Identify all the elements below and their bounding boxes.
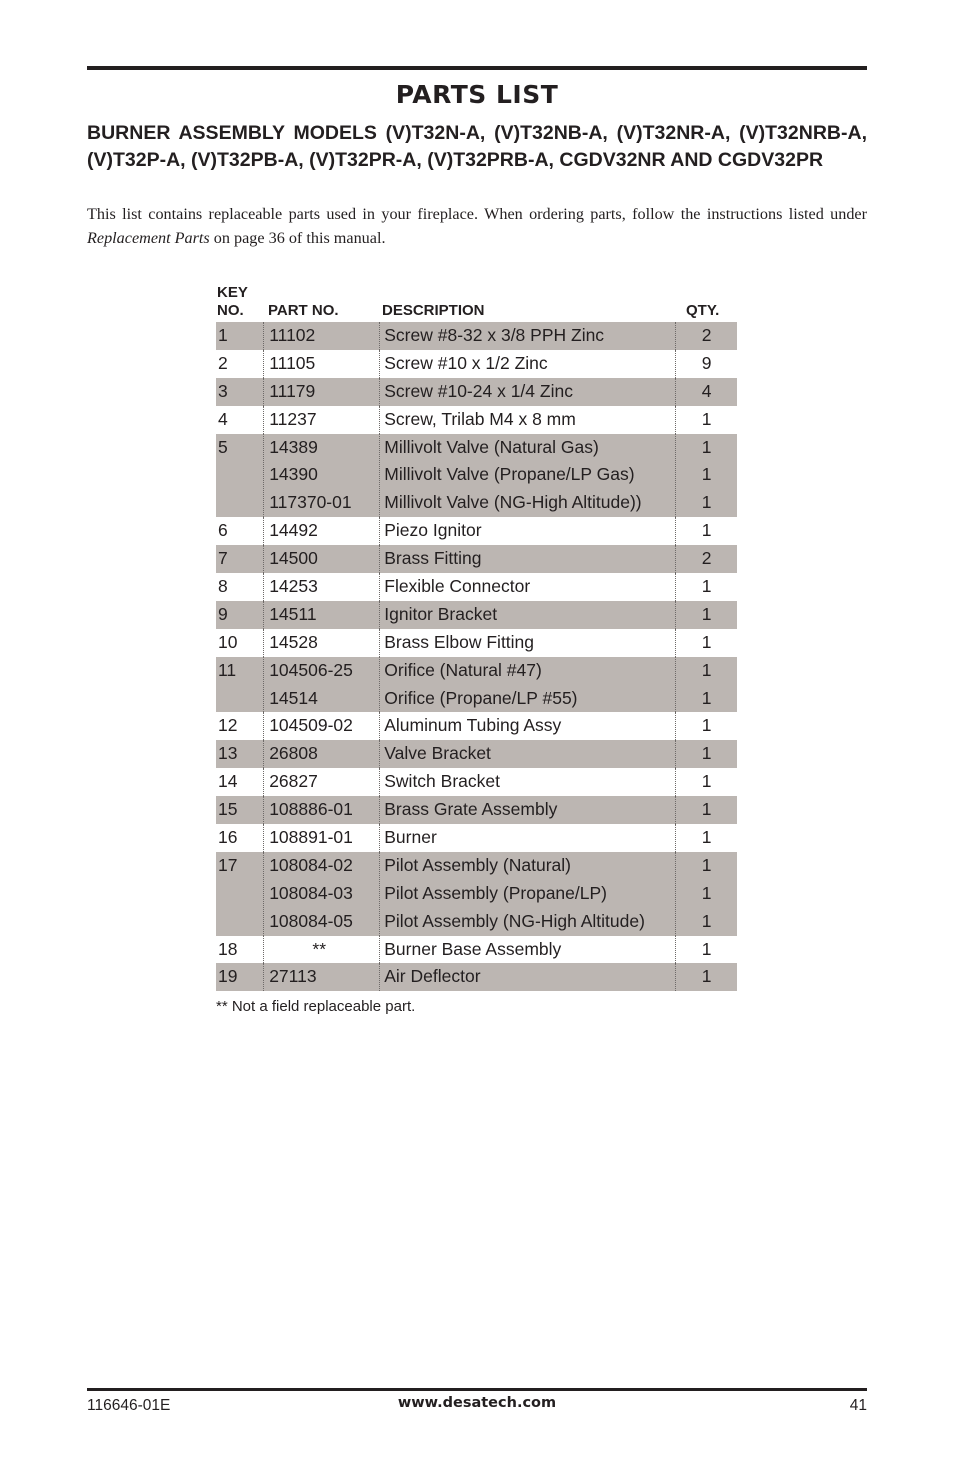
table-row (216, 740, 737, 768)
part-description: Pilot Assembly (Natural) (384, 854, 571, 875)
table-row (216, 852, 737, 936)
part-number: 108891-01 (269, 827, 353, 848)
part-quantity: 1 (701, 659, 712, 680)
top-rule (87, 66, 867, 70)
page-number: 41 (849, 1397, 867, 1414)
part-number-column (264, 740, 380, 768)
part-quantity: 1 (701, 827, 712, 848)
part-description-column (380, 936, 676, 964)
key-column (216, 601, 264, 629)
part-description-column (380, 378, 676, 406)
part-description: Pilot Assembly (Propane/LP) (384, 882, 607, 903)
part-quantity-column (676, 601, 737, 629)
part-quantity: 1 (701, 631, 712, 652)
part-number-column (264, 322, 380, 350)
part-description: Pilot Assembly (NG-High Altitude) (384, 910, 645, 931)
table-row (216, 434, 737, 518)
key-number: 17 (218, 854, 238, 875)
part-quantity-column (676, 629, 737, 657)
table-row (216, 936, 737, 964)
part-description: Flexible Connector (384, 576, 531, 597)
part-number: 14500 (269, 548, 318, 569)
part-number: 27113 (269, 966, 317, 987)
key-column (216, 824, 264, 852)
part-number-column (264, 545, 380, 573)
part-description-column (380, 350, 676, 378)
table-row (216, 657, 737, 713)
part-description: Millivolt Valve (Propane/LP Gas) (384, 464, 635, 485)
part-quantity: 2 (701, 325, 712, 345)
part-description: Millivolt Valve (NG-High Altitude)) (384, 492, 642, 513)
part-quantity-column (676, 545, 737, 573)
section-subtitle: BURNER ASSEMBLY MODELS (V)T32N-A, (V)T32NB-A, (V)T32NR-A, (V)T32NRB-A, (V)T32P-A, (V)T32PB-A, (V)T32PR-A, (V)T32PRB-A, CGDV32NR AND CGDV32PR (87, 122, 867, 171)
part-quantity-column (676, 573, 737, 601)
key-column (216, 545, 264, 573)
part-number-column (264, 796, 380, 824)
part-number-column (264, 573, 380, 601)
part-description: Brass Elbow Fitting (384, 631, 535, 652)
part-number-column (264, 406, 380, 434)
table-row (216, 796, 737, 824)
part-number: 108084-05 (269, 910, 353, 931)
part-number: 108084-03 (269, 882, 353, 903)
part-quantity-column (676, 406, 737, 434)
key-column (216, 517, 264, 545)
part-quantity: 1 (701, 799, 712, 820)
key-number: 7 (218, 548, 228, 569)
part-quantity: 1 (701, 603, 712, 624)
part-quantity: 1 (701, 520, 712, 541)
part-number-column (264, 936, 380, 964)
key-number: 9 (218, 603, 228, 624)
part-quantity: 1 (701, 436, 712, 457)
part-quantity: 1 (701, 966, 712, 987)
part-description: Brass Fitting (384, 548, 482, 569)
table-row (216, 545, 737, 573)
part-description-column (380, 712, 676, 740)
part-number: 26808 (269, 743, 318, 764)
key-number: 18 (218, 938, 238, 959)
part-quantity-column (676, 936, 737, 964)
part-number-column (264, 601, 380, 629)
website-link[interactable]: www.desatech.com (397, 1395, 557, 1411)
key-number: 2 (218, 352, 228, 373)
part-description: Screw #10-24 x 1/4 Zinc (384, 380, 573, 401)
part-number-column (264, 350, 380, 378)
part-quantity-column (676, 963, 737, 991)
intro-paragraph (87, 203, 867, 250)
key-column (216, 768, 264, 796)
part-quantity: 1 (701, 882, 712, 903)
table-row (216, 712, 737, 740)
part-number: 11179 (269, 380, 316, 401)
part-quantity: 1 (701, 938, 712, 959)
part-quantity-column (676, 322, 737, 350)
part-description-column (380, 657, 676, 713)
key-number: 14 (218, 771, 238, 792)
part-description-column (380, 517, 676, 545)
part-description-column (380, 601, 676, 629)
part-number: 104509-02 (269, 715, 353, 736)
part-quantity-column (676, 768, 737, 796)
key-column (216, 740, 264, 768)
part-description-column (380, 629, 676, 657)
parts-table-header (216, 281, 737, 321)
part-description: Screw #8-32 x 3/8 PPH Zinc (384, 325, 605, 345)
part-number-column (264, 963, 380, 991)
part-quantity-column (676, 350, 737, 378)
table-row (216, 824, 737, 852)
part-description: Orifice (Propane/LP #55) (384, 687, 578, 708)
part-number: 14528 (269, 631, 318, 652)
part-description: Burner Base Assembly (384, 938, 562, 959)
part-description-column (380, 545, 676, 573)
key-number: 11 (218, 659, 237, 680)
key-number: 10 (218, 631, 238, 652)
part-description-column (380, 963, 676, 991)
table-row (216, 573, 737, 601)
part-quantity-column (676, 796, 737, 824)
key-column (216, 629, 264, 657)
part-number: 11105 (269, 352, 316, 373)
table-row (216, 629, 737, 657)
table-row (216, 322, 737, 350)
header-key-no (217, 284, 248, 320)
key-number: 3 (218, 380, 228, 401)
part-quantity-column (676, 657, 737, 713)
table-row (216, 378, 737, 406)
key-number: 8 (218, 576, 228, 597)
part-number: 108084-02 (269, 854, 353, 875)
part-quantity: 1 (701, 408, 712, 429)
part-description: Ignitor Bracket (384, 603, 498, 624)
part-quantity-column (676, 852, 737, 936)
part-description: Air Deflector (384, 966, 481, 987)
part-number: ** (312, 938, 327, 959)
key-number: 15 (218, 799, 238, 820)
bottom-rule (87, 1388, 867, 1391)
part-number: 14390 (269, 464, 318, 485)
key-column (216, 434, 264, 518)
header-qty: QTY. (686, 302, 720, 319)
table-row (216, 406, 737, 434)
key-column (216, 712, 264, 740)
key-column (216, 350, 264, 378)
part-number: 14389 (269, 436, 318, 457)
part-quantity: 1 (701, 464, 712, 485)
part-number-column (264, 852, 380, 936)
page-title: PARTS LIST (395, 80, 559, 109)
part-quantity: 2 (701, 548, 712, 569)
key-number: 13 (218, 743, 238, 764)
part-quantity: 1 (701, 743, 712, 764)
part-description: Burner (384, 827, 437, 848)
header-part-no: PART NO. (268, 302, 339, 319)
part-quantity: 1 (701, 687, 712, 708)
part-quantity: 9 (701, 352, 712, 373)
key-number: 12 (218, 715, 238, 736)
part-number: 14511 (269, 603, 317, 624)
part-number: 14253 (269, 576, 318, 597)
part-description-column (380, 740, 676, 768)
key-number: 6 (218, 520, 228, 541)
footnote: ** Not a field replaceable part. (216, 998, 416, 1015)
part-description: Switch Bracket (384, 771, 500, 792)
key-number: 5 (218, 436, 228, 457)
table-row (216, 350, 737, 378)
key-column (216, 406, 264, 434)
part-description-column (380, 768, 676, 796)
part-quantity: 1 (701, 771, 712, 792)
part-number: 14492 (269, 520, 318, 541)
part-description-column (380, 796, 676, 824)
intro-text-before: This list contains replaceable parts used in your fireplace. When ordering parts, follow the instructions listed under (87, 205, 867, 223)
part-number-column (264, 378, 380, 406)
header-key-line1: KEY (217, 284, 248, 301)
part-quantity-column (676, 517, 737, 545)
part-description: Valve Bracket (384, 743, 491, 764)
part-quantity: 1 (701, 910, 712, 931)
part-quantity: 1 (701, 715, 712, 736)
part-quantity-column (676, 712, 737, 740)
key-column (216, 322, 264, 350)
part-description: Screw, Trilab M4 x 8 mm (384, 408, 576, 429)
table-row (216, 963, 737, 991)
intro-emphasis: Replacement Parts (87, 228, 210, 247)
part-description: Millivolt Valve (Natural Gas) (384, 436, 599, 457)
part-number-column (264, 768, 380, 796)
part-number-column (264, 657, 380, 713)
part-quantity-column (676, 434, 737, 518)
part-description-column (380, 573, 676, 601)
part-number-column (264, 712, 380, 740)
header-key-line2: NO. (217, 302, 244, 319)
part-quantity: 1 (701, 854, 712, 875)
table-row (216, 768, 737, 796)
key-column (216, 573, 264, 601)
part-number: 108886-01 (269, 799, 353, 820)
key-column (216, 852, 264, 936)
part-number-column (264, 434, 380, 518)
part-description: Piezo Ignitor (384, 520, 482, 541)
part-description: Orifice (Natural #47) (384, 659, 542, 680)
part-quantity-column (676, 378, 737, 406)
key-number: 1 (218, 325, 228, 345)
part-quantity-column (676, 824, 737, 852)
part-number-column (264, 517, 380, 545)
part-description-column (380, 434, 676, 518)
part-number: 104506-25 (269, 659, 353, 680)
part-description: Brass Grate Assembly (384, 799, 558, 820)
key-column (216, 378, 264, 406)
header-description: DESCRIPTION (382, 302, 485, 319)
part-number-column (264, 629, 380, 657)
key-column (216, 963, 264, 991)
part-quantity-column (676, 740, 737, 768)
part-description-column (380, 824, 676, 852)
part-quantity: 4 (701, 380, 712, 401)
key-number: 4 (218, 408, 228, 429)
part-number: 26827 (269, 771, 318, 792)
key-column (216, 936, 264, 964)
part-description: Aluminum Tubing Assy (384, 715, 562, 736)
intro-text-after: on page 36 of this manual. (209, 228, 386, 247)
part-quantity: 1 (701, 492, 712, 513)
part-description-column (380, 322, 676, 350)
key-number: 19 (218, 966, 238, 987)
part-quantity: 1 (701, 576, 712, 597)
part-description: Screw #10 x 1/2 Zinc (384, 352, 548, 373)
part-number: 14514 (269, 687, 318, 708)
key-column (216, 796, 264, 824)
part-description-column (380, 406, 676, 434)
key-number: 16 (218, 827, 238, 848)
part-number-column (264, 824, 380, 852)
part-number: 117370-01 (269, 492, 352, 513)
table-row (216, 517, 737, 545)
table-row (216, 601, 737, 629)
parts-table (216, 322, 737, 991)
document-number: 116646-01E (87, 1397, 171, 1414)
part-description-column (380, 852, 676, 936)
part-number: 11102 (269, 325, 316, 345)
key-column (216, 657, 264, 713)
part-number: 11237 (269, 408, 317, 429)
